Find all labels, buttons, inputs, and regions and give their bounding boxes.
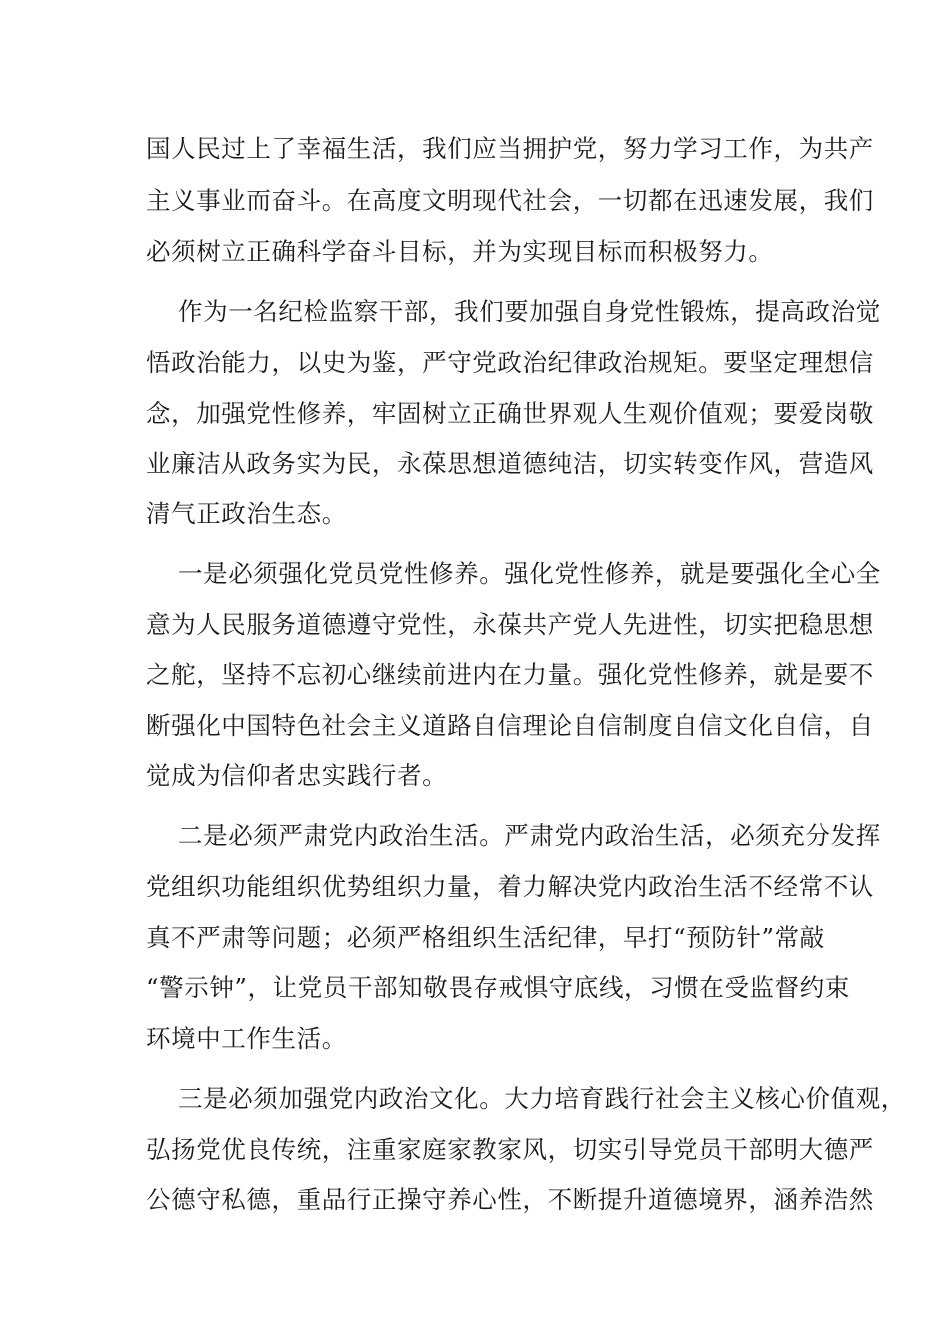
text-line: 意为人民服务道德遵守党性，永葆共产党人先进性，切实把稳思想 <box>146 610 874 639</box>
text-line: 主义事业而奋斗。在高度文明现代社会，一切都在迅速发展，我们 <box>146 186 874 215</box>
paragraph-first-line: 三是必须加强党内政治文化。大力培育践行社会主义核心价值观， <box>178 1084 906 1113</box>
text-line: “警示钟”，让党员干部知敬畏存戒惧守底线，习惯在受监督约束 <box>146 973 850 1002</box>
paragraph-first-line: 二是必须严肃党内政治生活。严肃党内政治生活，必须充分发挥 <box>178 821 881 850</box>
text-line: 悟政治能力，以史为鉴，严守党政治纪律政治规矩。要坚定理想信 <box>146 348 874 377</box>
text-line: 国人民过上了幸福生活，我们应当拥护党，努力学习工作，为共产 <box>146 134 874 163</box>
text-line: 弘扬党优良传统，注重家庭家教家风，切实引导党员干部明大德严 <box>146 1135 874 1164</box>
text-line: 环境中工作生活。 <box>146 1024 347 1053</box>
text-line: 公德守私德，重品行正操守养心性，不断提升道德境界，涵养浩然 <box>146 1185 874 1214</box>
text-line: 觉成为信仰者忠实践行者。 <box>146 761 448 790</box>
text-line: 之舵，坚持不忘初心继续前进内在力量。强化党性修养，就是要不 <box>146 660 874 689</box>
text-line: 必须树立正确科学奋斗目标，并为实现目标而积极努力。 <box>146 237 774 266</box>
text-line: 业廉洁从政务实为民，永葆思想道德纯洁，切实转变作风，营造风 <box>146 449 874 478</box>
paragraph-first-line: 作为一名纪检监察干部，我们要加强自身党性锻炼，提高政治觉 <box>178 297 881 326</box>
text-line: 真不严肃等问题；必须严格组织生活纪律，早打“预防针”常敲 <box>146 923 825 952</box>
text-line: 党组织功能组织优势组织力量，着力解决党内政治生活不经常不认 <box>146 872 874 901</box>
text-line: 念，加强党性修养，牢固树立正确世界观人生观价值观；要爱岗敬 <box>146 399 874 428</box>
paragraph-first-line: 一是必须强化党员党性修养。强化党性修养，就是要强化全心全 <box>178 559 881 588</box>
text-line: 断强化中国特色社会主义道路自信理论自信制度自信文化自信，自 <box>146 711 874 740</box>
text-line: 清气正政治生态。 <box>146 499 347 528</box>
